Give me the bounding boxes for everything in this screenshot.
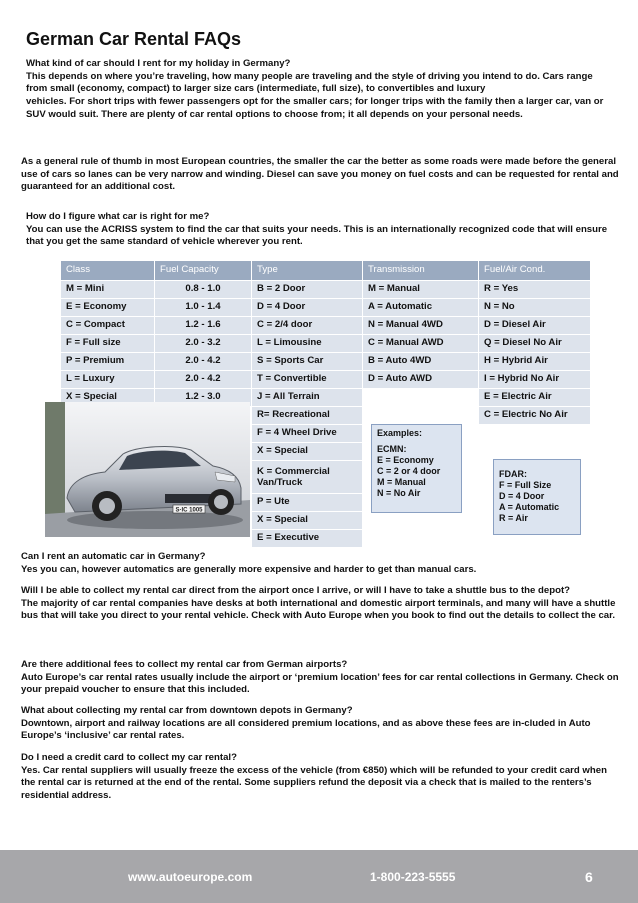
table-cell: F = Full size <box>61 335 155 353</box>
table-row <box>61 317 591 335</box>
car-photo <box>45 402 250 537</box>
table-cell: N = No <box>479 299 591 317</box>
faq-credit-card <box>21 752 621 803</box>
example-code: FDAR: <box>499 469 527 479</box>
table-cell: E = Electric Air <box>479 389 591 407</box>
column-header-class: Class <box>61 261 155 281</box>
example-line: R = Air <box>499 512 528 523</box>
example-line: N = No Air <box>377 487 421 498</box>
table-cell: X = Special <box>61 389 155 407</box>
faq-airport-collect <box>21 585 621 623</box>
faq-answer: Downtown, airport and railway locations are all considered premium locations, and as above these fees are in-cluded in Auto Europe’s ‘inclusive’ car rental rates. <box>21 717 591 742</box>
table-cell: P = Premium <box>61 353 155 371</box>
column-header-type: Type <box>252 261 363 281</box>
faq-answer: Yes. Car rental suppliers will usually freeze the excess of the vehicle (from €850) which will be refunded to your credit card when the rental car is returned at the end of the rental. Some suppliers refund the deposit via a check that is mailed to the renters’s residential address. <box>21 764 607 801</box>
table-row <box>61 281 591 299</box>
table-cell-empty <box>363 407 479 425</box>
faq-question: What kind of car should I rent for my holiday in Germany? <box>26 58 291 69</box>
table-cell: I = Hybrid No Air <box>479 371 591 389</box>
faq-question: Can I rent an automatic car in Germany? <box>21 551 206 562</box>
table-cell: D = 4 Door <box>252 299 363 317</box>
table-cell: D = Auto AWD <box>363 371 479 389</box>
example-line: F = Full Size <box>499 479 552 490</box>
table-cell: J = All Terrain <box>252 389 363 407</box>
page-title: German Car Rental FAQs <box>26 29 242 49</box>
table-row <box>61 371 591 389</box>
table-cell: E = Executive <box>252 530 363 548</box>
table-cell: 1.0 - 1.4 <box>155 299 252 317</box>
table-cell: M = Manual <box>363 281 479 299</box>
column-header-fuel-air: Fuel/Air Cond. <box>479 261 591 281</box>
table-row <box>61 353 591 371</box>
faq-answer: You can use the ACRISS system to find the car that suits your needs. This is an internationally recognized code that will ensure that you get the same standard of vehicle wherever you rent. <box>26 223 608 248</box>
table-cell: H = Hybrid Air <box>479 353 591 371</box>
faq-answer: This depends on where you’re traveling, how many people are traveling and the style of driving you intend to do. Cars range from small (economy, compact) to larger size cars (intermediate, full size), to convertibles and luxury <box>26 70 593 95</box>
table-cell: C = Electric No Air <box>479 407 591 425</box>
page-number: 6 <box>585 869 593 885</box>
faq-answer: The majority of car rental companies have desks at both international and domestic airport terminals, and many will have a shuttle bus that will take you direct to your rental vehicle. Check with Auto Europe when you book to find out the details to collect the car. <box>21 597 616 622</box>
table-cell: T = Convertible <box>252 371 363 389</box>
faq-answer: Yes you can, however automatics are generally more expensive and harder to get than manual cars. <box>21 563 477 575</box>
faq-acriss <box>26 211 616 249</box>
table-cell: Q = Diesel No Air <box>479 335 591 353</box>
faq-automatic <box>21 551 621 576</box>
table-cell: B = Auto 4WD <box>363 353 479 371</box>
table-cell: 2.0 - 4.2 <box>155 371 252 389</box>
table-cell: C = Compact <box>61 317 155 335</box>
table-cell: N = Manual 4WD <box>363 317 479 335</box>
table-cell: 1.2 - 1.6 <box>155 317 252 335</box>
table-cell: L = Limousine <box>252 335 363 353</box>
table-cell: B = 2 Door <box>252 281 363 299</box>
table-cell: D = Diesel Air <box>479 317 591 335</box>
table-cell: S = Sports Car <box>252 353 363 371</box>
faq-car-choice <box>26 58 616 121</box>
faq-answer: As a general rule of thumb in most European countries, the smaller the car the better as some roads were made before the general use of cars so lanes can be very narrow and winding. Diesel can save you money on fuel costs and can be requested for rental and guaranteed for an additional cost. <box>21 156 619 193</box>
footer-phone: 1-800-223-5555 <box>370 870 456 884</box>
faq-question: Will I be able to collect my rental car direct from the airport once I arrive, or will I have to take a shuttle bus to the depot? <box>21 585 571 596</box>
column-header-fuel-capacity: Fuel Capacity <box>155 261 252 281</box>
table-row <box>61 299 591 317</box>
table-header-row <box>61 261 591 281</box>
table-cell: 0.8 - 1.0 <box>155 281 252 299</box>
table-cell: A = Automatic <box>363 299 479 317</box>
table-cell: C = 2/4 door <box>252 317 363 335</box>
table-cell: X = Special <box>252 512 363 530</box>
table-cell: C = Manual AWD <box>363 335 479 353</box>
faq-question: How do I figure what car is right for me? <box>26 211 210 222</box>
table-cell-empty <box>363 389 479 407</box>
table-cell: X = Special <box>252 443 363 461</box>
example-line: A = Automatic <box>499 501 560 512</box>
table-cell: 2.0 - 4.2 <box>155 353 252 371</box>
faq-question: Are there additional fees to collect my rental car from German airports? <box>21 659 348 670</box>
table-cell: M = Mini <box>61 281 155 299</box>
footer-website-link[interactable]: www.autoeurope.com <box>128 870 253 884</box>
table-cell: 2.0 - 3.2 <box>155 335 252 353</box>
table-row <box>61 335 591 353</box>
table-cell: 1.2 - 3.0 <box>155 389 252 407</box>
example-line: E = Economy <box>377 454 434 465</box>
faq-question: What about collecting my rental car from downtown depots in Germany? <box>21 705 353 716</box>
example-line: C = 2 or 4 door <box>377 465 441 476</box>
example-line: D = 4 Door <box>499 490 545 501</box>
table-cell: F = 4 Wheel Drive <box>252 425 363 443</box>
column-header-transmission: Transmission <box>363 261 479 281</box>
table-cell: R= Recreational <box>252 407 363 425</box>
faq-rule-of-thumb <box>21 156 621 194</box>
table-cell: L = Luxury <box>61 371 155 389</box>
faq-question: Do I need a credit card to collect my car rental? <box>21 752 237 763</box>
example-fdar-box <box>493 459 581 535</box>
table-cell: R = Yes <box>479 281 591 299</box>
faq-downtown <box>21 705 621 743</box>
faq-airport-fees <box>21 659 621 697</box>
faq-answer: vehicles. For short trips with fewer passengers opt for the smaller cars; for longer trips with the family then a larger car, van or SUV would suit. There are plenty of car rental options to choose from; it all depends on your personal needs. <box>26 95 604 120</box>
faq-answer: Auto Europe’s car rental rates usually include the airport or ‘premium location’ fees for car rental collections in Germany. Check on your prepaid voucher to ensure that this included. <box>21 671 619 696</box>
table-cell: E = Economy <box>61 299 155 317</box>
example-heading: Examples: <box>377 428 423 438</box>
page-footer <box>0 850 638 903</box>
example-line: M = Manual <box>377 476 426 487</box>
table-cell: K = Commercial Van/Truck <box>252 461 363 494</box>
example-code: ECMN: <box>377 443 407 454</box>
example-ecmn-box <box>371 424 462 513</box>
license-plate-text: S·IC 1005 <box>175 507 203 514</box>
table-cell: P = Ute <box>252 494 363 512</box>
